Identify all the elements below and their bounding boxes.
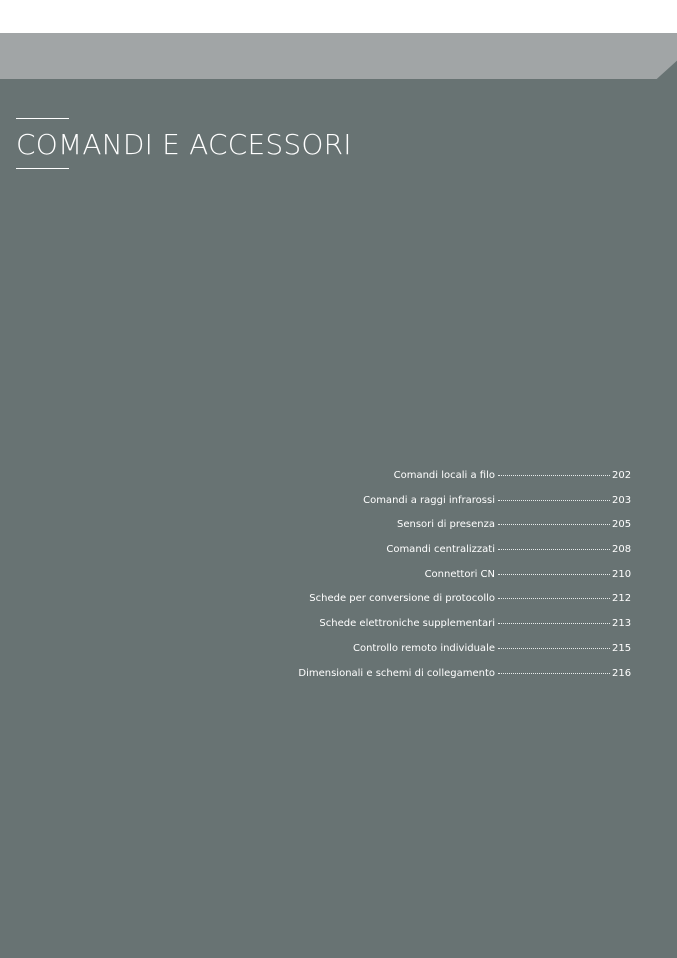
toc-page-number: 212 xyxy=(612,593,632,605)
toc-item-label: Comandi a raggi infrarossi xyxy=(363,494,495,506)
toc-leader-dots xyxy=(498,475,610,476)
toc-leader-dots xyxy=(498,598,610,599)
toc-item-sensori-presenza[interactable] xyxy=(269,519,632,544)
toc-page-number: 203 xyxy=(612,494,632,506)
toc-item-label: Sensori di presenza xyxy=(396,519,495,531)
toc-leader-dots xyxy=(498,648,610,649)
table-of-contents xyxy=(269,470,632,692)
toc-item-comandi-infrarossi[interactable] xyxy=(269,494,632,520)
toc-leader-dots xyxy=(498,524,610,525)
toc-item-schede-supplementari[interactable] xyxy=(269,618,632,643)
toc-page-number: 215 xyxy=(612,642,632,654)
toc-item-controllo-remoto[interactable] xyxy=(269,642,632,668)
toc-item-label: Comandi centralizzati xyxy=(386,544,495,556)
toc-item-label: Dimensionali e schemi di collegamento xyxy=(298,667,495,679)
toc-leader-dots xyxy=(498,623,610,624)
toc-page-number: 210 xyxy=(612,568,632,580)
toc-item-schede-conversione[interactable] xyxy=(269,593,632,618)
toc-item-label: Schede elettroniche supplementari xyxy=(319,618,495,630)
toc-item-comandi-centralizzati[interactable] xyxy=(269,544,632,569)
title-rule-top xyxy=(16,118,69,119)
toc-leader-dots xyxy=(498,673,610,674)
top-band xyxy=(0,33,677,79)
toc-page-number: 216 xyxy=(612,667,632,679)
toc-leader-dots xyxy=(498,574,610,575)
toc-item-label: Controllo remoto individuale xyxy=(352,642,495,654)
toc-page-number: 213 xyxy=(612,618,632,630)
section-title: COMANDI E ACCESSORI xyxy=(16,128,352,161)
toc-item-label: Connettori CN xyxy=(424,568,495,580)
toc-page-number: 202 xyxy=(612,470,632,481)
toc-item-label: Schede per conversione di protocollo xyxy=(309,593,495,605)
toc-item-dimensionali-schemi[interactable] xyxy=(269,667,632,693)
title-rule-bottom xyxy=(16,168,69,169)
toc-item-connettori-cn[interactable] xyxy=(269,568,632,594)
toc-item-comandi-locali[interactable] xyxy=(269,470,632,495)
toc-page-number: 208 xyxy=(612,544,632,556)
toc-leader-dots xyxy=(498,500,610,501)
toc-leader-dots xyxy=(498,549,610,550)
toc-item-label: Comandi locali a filo xyxy=(393,470,495,481)
toc-page-number: 205 xyxy=(612,519,632,531)
